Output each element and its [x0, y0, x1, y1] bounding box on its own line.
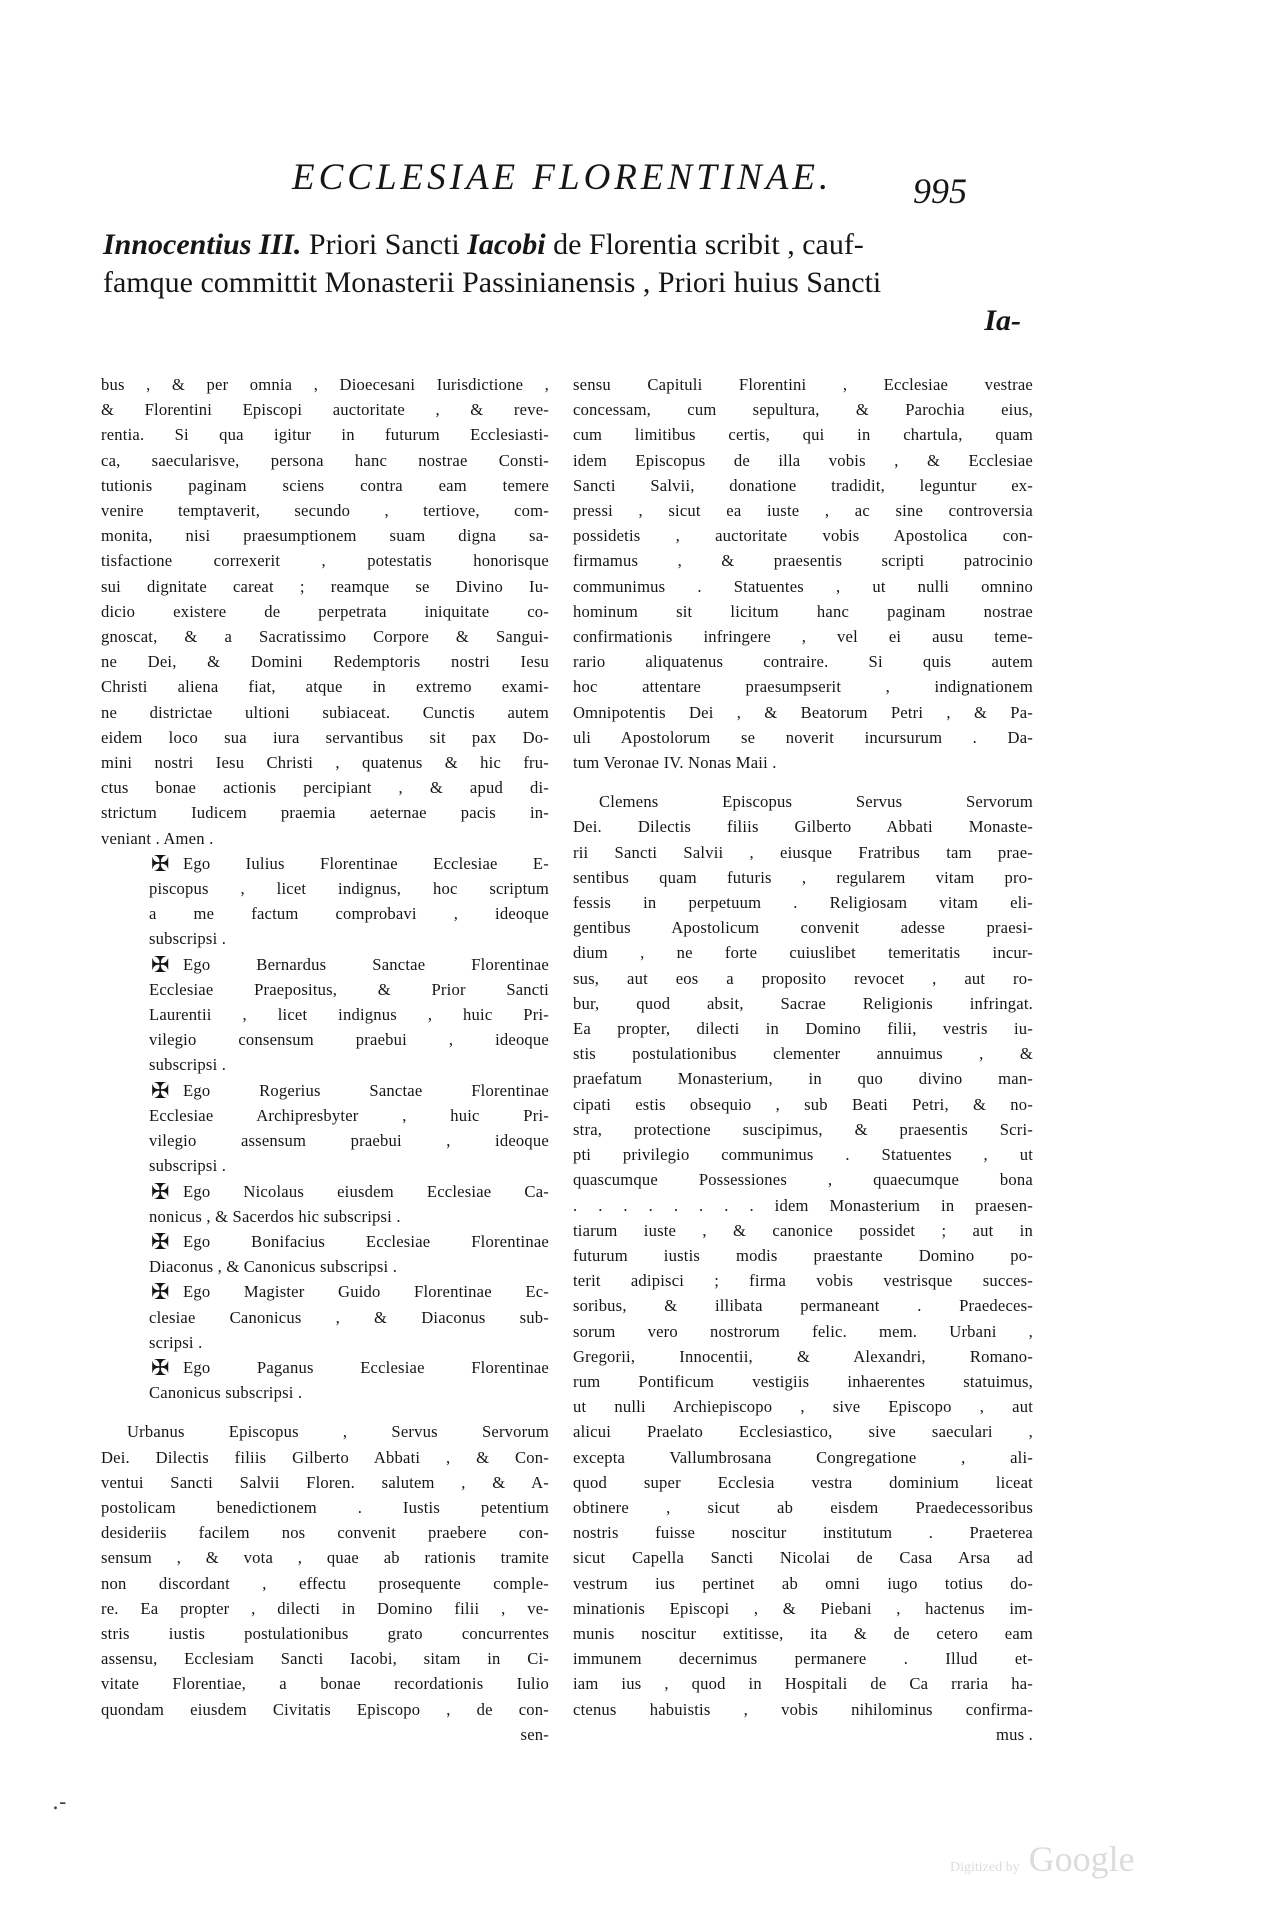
cross-icon: ✠: [151, 1178, 170, 1204]
text-line: postolicam benedictionem . Iustis petentium: [101, 1497, 549, 1517]
digitization-watermark: [950, 1838, 1135, 1880]
text-line: ne Dei, & Domini Redemptoris nostri Iesu: [101, 652, 549, 672]
subscription-bernardus: [101, 952, 549, 1078]
text-line: Ego Rogerius Sanctae Florentinae: [183, 1080, 549, 1100]
text-line: sus, aut eos a proposito revocet , aut ro-: [573, 968, 1033, 988]
right-paragraph-1: [573, 372, 1033, 775]
cross-icon: ✠: [151, 1228, 170, 1254]
text-line: rario aliquatenus contraire. Si quis autem: [573, 652, 1033, 672]
text-line: strictum Iudicem praemia aeternae pacis in-: [101, 803, 549, 823]
catchword: sen-: [520, 1724, 549, 1744]
text-line: Sancti Salvii, donatione tradidit, leguntur ex-: [573, 475, 1033, 495]
heading-text: de Florentia scribit , cauf-: [545, 228, 864, 261]
text-line: ut nulli Archiepiscopo , sive Episcopo , aut: [573, 1397, 1033, 1417]
text-line: venire temptaverit, secundo , tertiove, com-: [101, 501, 549, 521]
text-line: rentia. Si qua igitur in futurum Ecclesiasti-: [101, 425, 549, 445]
text-line: communimus . Statuentes , ut nulli omnino: [573, 576, 1033, 596]
text-line: nostris fuisse noscitur institutum . Praeterea: [573, 1523, 1033, 1543]
text-line: . . . . . . . . idem Monasterium in praesen-: [573, 1195, 1033, 1215]
text-line: Ego Nicolaus eiusdem Ecclesiae Ca-: [183, 1181, 549, 1201]
text-line: Ego Bernardus Sanctae Florentinae: [183, 954, 549, 974]
left-column: [101, 372, 549, 1747]
text-line: sicut Capella Sancti Nicolai de Casa Arsa ad: [573, 1548, 1033, 1568]
heading-line-1: [103, 226, 1033, 264]
watermark-logo-text: Google: [1028, 1839, 1135, 1879]
heading-line-2: famque committit Monasterii Passinianensis , Priori huius Sancti: [103, 266, 882, 299]
text-line: mus .: [996, 1724, 1033, 1744]
text-line: Gregorii, Innocentii, & Alexandri, Romano-: [573, 1346, 1033, 1366]
heading-pope-name: Innocentius III.: [103, 228, 302, 261]
heading-catchword: Ia-: [984, 304, 1021, 337]
text-line: Ego Magister Guido Florentinae Ec-: [183, 1282, 549, 1302]
text-line: cipati estis obsequio , sub Beati Petri, & no-: [573, 1094, 1033, 1114]
subscription-paganus: [101, 1355, 549, 1405]
text-line: tum Veronae IV. Nonas Maii .: [573, 753, 777, 773]
text-line: Ego Bonifacius Ecclesiae Florentinae: [183, 1231, 549, 1251]
text-line: quondam eiusdem Civitatis Episcopo , de con-: [101, 1699, 549, 1719]
text-line: Dei. Dilectis filiis Gilberto Abbati , & Con-: [101, 1447, 549, 1467]
text-line: ctenus habuistis , vobis nihilominus confirma-: [573, 1699, 1033, 1719]
text-line: vestrum ius pertinet ab omni iugo totius do-: [573, 1573, 1033, 1593]
text-line: sui dignitate careat ; reamque se Divino Iu-: [101, 576, 549, 596]
text-line: subscripsi .: [149, 1055, 227, 1075]
text-line: futurum iustis modis praestante Domino po-: [573, 1245, 1033, 1265]
text-line: assensu, Ecclesiam Sancti Iacobi, sitam in Ci-: [101, 1649, 549, 1669]
text-line: scripsi .: [149, 1332, 203, 1352]
text-line: bus , & per omnia , Dioecesani Iurisdictione ,: [101, 375, 549, 394]
text-line: possidetis , auctoritate vobis Apostolica con-: [573, 526, 1033, 546]
text-line: obtinere , sicut ab eisdem Praedecessoribus: [573, 1497, 1033, 1517]
subscription-bonifacius: [101, 1229, 549, 1279]
cross-icon: ✠: [151, 951, 170, 977]
text-line: non discordant , effectu prosequente comple-: [101, 1573, 549, 1593]
text-line: quod super Ecclesia vestra dominium liceat: [573, 1472, 1033, 1492]
text-line: Canonicus subscripsi .: [149, 1383, 303, 1403]
text-line: terit adipisci ; firma vobis vestrisque succes-: [573, 1271, 1033, 1291]
text-line: alicui Praelato Ecclesiastico, sive saeculari ,: [573, 1422, 1033, 1442]
cross-icon: ✠: [151, 1077, 170, 1103]
subscription-nicolaus: [101, 1179, 549, 1229]
text-line: uli Apostolorum se noverit incursurum . Da-: [573, 727, 1033, 747]
text-line: dicio existere de perpetrata iniquitate co-: [101, 601, 549, 621]
text-line: praefatum Monasterium, in quo divino man-: [573, 1069, 1033, 1089]
text-line: subscripsi .: [149, 1156, 227, 1176]
text-line: tisfactione correxerit , potestatis honorisque: [101, 551, 549, 571]
watermark-prefix: Digitized by: [950, 1860, 1020, 1875]
text-line: soribus, & illibata permaneant . Praedeces-: [573, 1296, 1033, 1316]
text-line: pressi , sicut ea iuste , ac sine controversia: [573, 501, 1033, 521]
text-line: fessis in perpetuum . Religiosam vitam eli-: [573, 893, 1033, 913]
text-line: confirmationis infringere , vel ei ausu teme-: [573, 627, 1033, 647]
subscription-rogerius: [101, 1078, 549, 1179]
text-line: & Florentini Episcopi auctoritate , & reve-: [101, 400, 549, 420]
text-line: hoc attentare praesumpserit , indignationem: [573, 677, 1033, 697]
text-line: Ecclesiae Praepositus, & Prior Sancti: [149, 979, 549, 999]
text-line: piscopus , licet indignus, hoc scriptum: [149, 879, 549, 899]
text-line: iam ius , quod in Hospitali de Ca rraria ha-: [573, 1674, 1033, 1694]
running-title: ECCLESIAE FLORENTINAE.: [292, 157, 833, 198]
text-line: sentibus quam futuris , regularem vitam pro-: [573, 867, 1033, 887]
text-line: vitate Florentiae, a bonae recordationis Iulio: [101, 1674, 549, 1694]
text-line: munis noscitur extitisse, ita & de cetero eam: [573, 1623, 1033, 1643]
right-paragraph-clemens: [573, 789, 1033, 1747]
text-line: quascumque Possessiones , quaecumque bona: [573, 1170, 1033, 1190]
subscription-guido: [101, 1279, 549, 1355]
text-line: idem Episcopus de illa vobis , & Ecclesiae: [573, 450, 1033, 470]
text-line: hominum sit licitum hanc paginam nostrae: [573, 601, 1033, 621]
text-line: Christi aliena fiat, atque in extremo exami-: [101, 677, 549, 697]
cross-icon: ✠: [151, 1279, 170, 1305]
text-line: ne districtae ultioni subiaceat. Cunctis autem: [101, 702, 549, 722]
text-line: Ego Paganus Ecclesiae Florentinae: [183, 1357, 549, 1377]
margin-mark: .-: [52, 1790, 67, 1815]
left-paragraph-1: [101, 372, 549, 851]
text-line: tutionis paginam sciens contra eam temere: [101, 475, 549, 495]
text-line: stris iustis postulationibus grato concurrentes: [101, 1623, 549, 1643]
text-line: excepta Vallumbrosana Congregatione , ali-: [573, 1447, 1033, 1467]
text-line: stra, protectione suscipimus, & praesentis Scri-: [573, 1119, 1033, 1139]
cross-icon: ✠: [151, 850, 170, 876]
paragraph-gap: [573, 775, 1033, 789]
heading-place-name: Iacobi: [467, 228, 546, 261]
text-line: Omnipotentis Dei , & Beatorum Petri , & Pa-: [573, 702, 1033, 722]
right-column: [573, 372, 1033, 1747]
text-line: bur, quod absit, Sacrae Religionis infringat.: [573, 993, 1033, 1013]
subscription-iulius: [101, 851, 549, 952]
text-line: ventui Sancti Salvii Floren. salutem , & A-: [101, 1472, 549, 1492]
text-line: vilegio assensum praebui , ideoque: [149, 1131, 549, 1151]
heading-text: Priori Sancti: [301, 228, 468, 261]
text-line: eidem loco sua iura servantibus sit pax Do-: [101, 727, 549, 747]
document-heading: [103, 226, 1033, 340]
text-line: veniant . Amen .: [101, 828, 214, 848]
text-line: minationis Episcopi , & Piebani , hactenus im-: [573, 1598, 1033, 1618]
text-line: sensum , & vota , quae ab rationis tramite: [101, 1548, 549, 1568]
text-line: mini nostri Iesu Christi , quatenus & hic fru-: [101, 753, 549, 773]
text-line: stis postulationibus clementer annuimus , &: [573, 1044, 1033, 1064]
text-line: Urbanus Episcopus , Servus Servorum: [127, 1422, 549, 1442]
text-line: cum limitibus certis, qui in chartula, quam: [573, 425, 1033, 445]
text-line: concessam, cum sepultura, & Parochia eius,: [573, 400, 1033, 420]
text-line: rii Sancti Salvii , eiusque Fratribus tam prae-: [573, 842, 1033, 862]
page-number: 995: [913, 171, 967, 211]
text-line: gentibus Apostolicum convenit adesse praesi-: [573, 918, 1033, 938]
text-line: re. Ea propter , dilecti in Domino filii , ve-: [101, 1598, 549, 1618]
text-line: rum Pontificum vestigiis inhaerentes statuimus,: [573, 1371, 1033, 1391]
text-line: tiarum iuste , & canonice possidet ; aut in: [573, 1220, 1033, 1240]
text-line: firmamus , & praesentis scripti patrocinio: [573, 551, 1033, 571]
text-line: subscripsi .: [149, 929, 227, 949]
paragraph-gap: [101, 1405, 549, 1419]
text-line: ca, saecularisve, persona hanc nostrae Consti-: [101, 450, 549, 470]
text-line: a me factum comprobavi , ideoque: [149, 904, 549, 924]
text-line: dium , ne forte cuiuslibet temeritatis incur-: [573, 943, 1033, 963]
text-line: ctus bonae actionis percipiant , & apud di-: [101, 778, 549, 798]
text-line: nonicus , & Sacerdos hic subscripsi .: [149, 1206, 401, 1226]
text-line: Diaconus , & Canonicus subscripsi .: [149, 1257, 398, 1277]
text-line: Clemens Episcopus Servus Servorum: [599, 792, 1033, 812]
text-line: vilegio consensum praebui , ideoque: [149, 1030, 549, 1050]
text-line: Dei. Dilectis filiis Gilberto Abbati Monaste-: [573, 817, 1033, 837]
text-line: sorum vero nostrorum felic. mem. Urbani ,: [573, 1321, 1033, 1341]
text-line: gnoscat, & a Sacratissimo Corpore & Sangui-: [101, 627, 549, 647]
text-line: monita, nisi praesumptionem suam digna sa-: [101, 526, 549, 546]
text-line: immunem decernimus permanere . Illud et-: [573, 1649, 1033, 1669]
text-line: desideriis facilem nos convenit praebere con-: [101, 1523, 549, 1543]
text-line: Ego Iulius Florentinae Ecclesiae E-: [183, 853, 549, 873]
left-paragraph-urbanus: [101, 1419, 549, 1747]
text-line: pti privilegio communimus . Statuentes , ut: [573, 1145, 1033, 1165]
cross-icon: ✠: [151, 1354, 170, 1380]
text-line: clesiae Canonicus , & Diaconus sub-: [149, 1307, 549, 1327]
text-line: Ea propter, dilecti in Domino filii, vestris iu-: [573, 1019, 1033, 1039]
text-line: Ecclesiae Archipresbyter , huic Pri-: [149, 1105, 549, 1125]
text-line: sensu Capituli Florentini , Ecclesiae vestrae: [573, 375, 1033, 394]
text-line: Laurentii , licet indignus , huic Pri-: [149, 1005, 549, 1025]
